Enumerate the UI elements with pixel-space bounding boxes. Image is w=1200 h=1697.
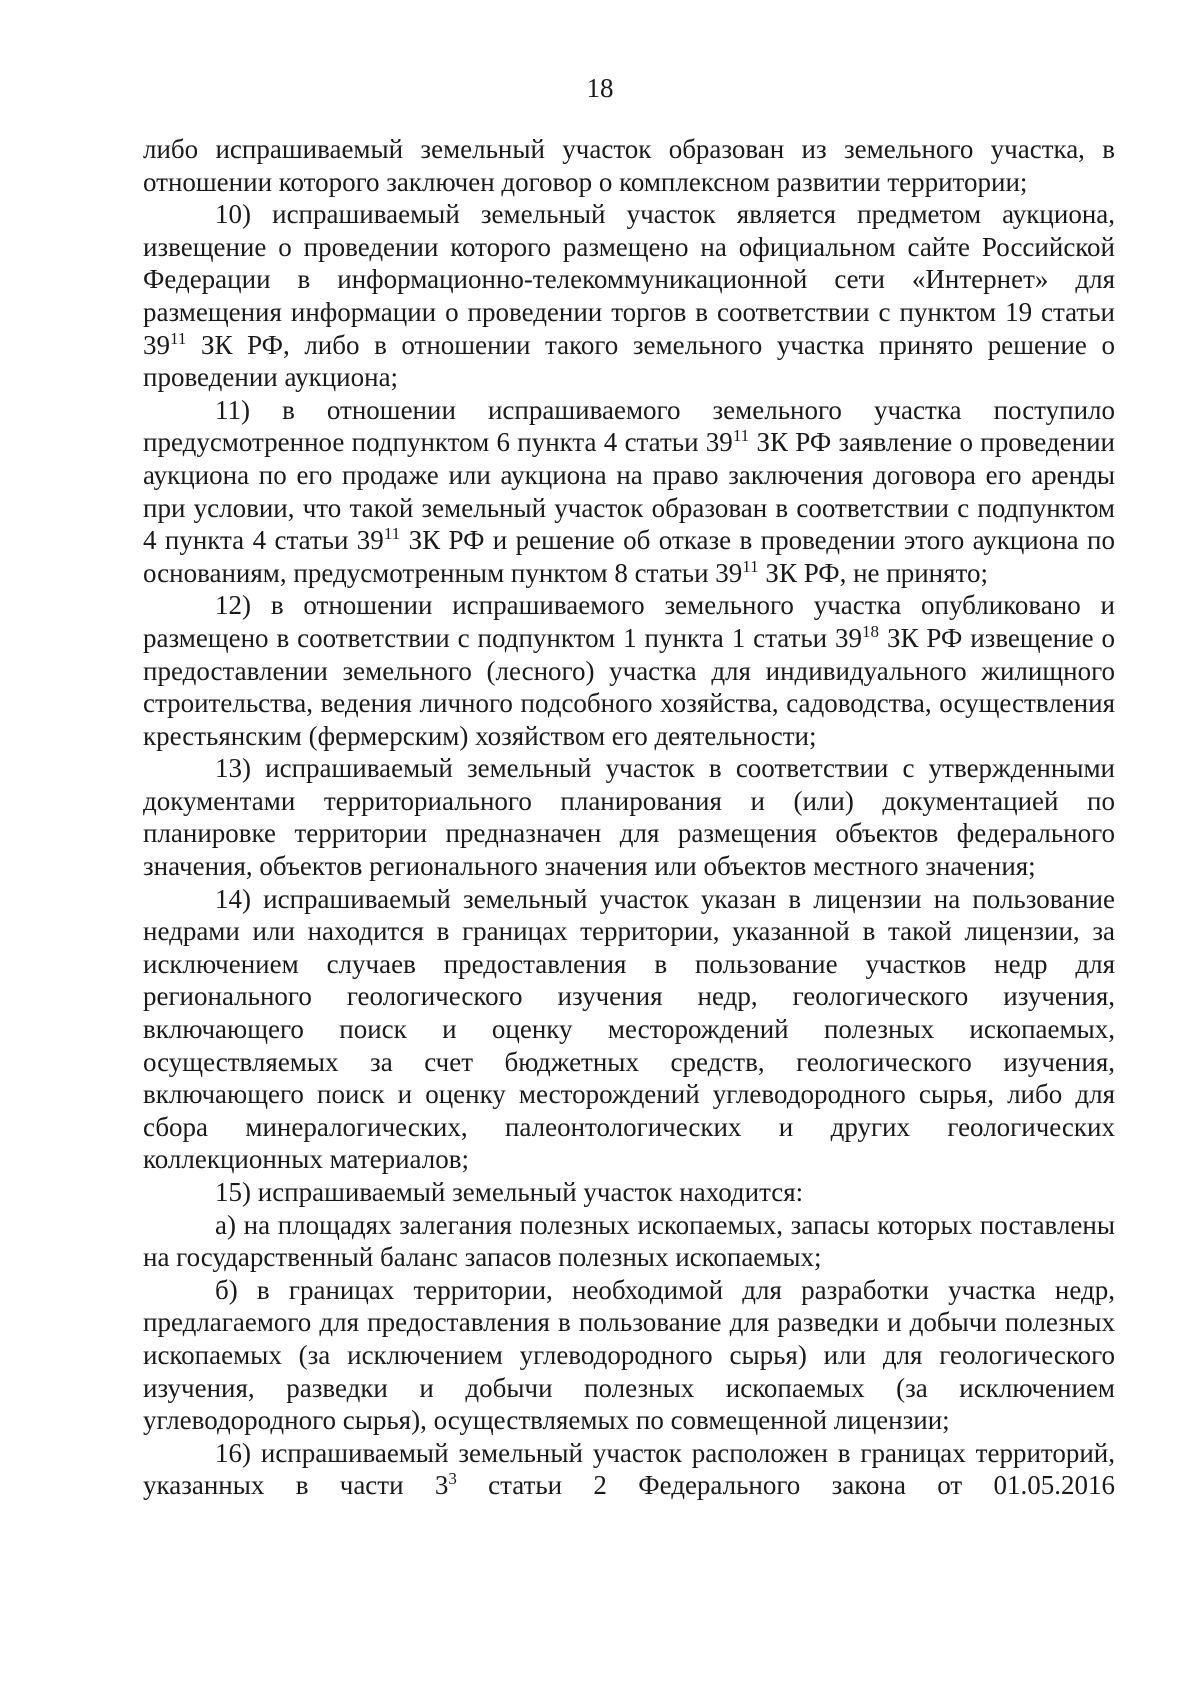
text-run: ЗК РФ, либо в отношении такого земельного участка принято решение о проведении аукциона; — [143, 329, 1115, 393]
text-run: 16) испрашиваемый земельный участок расположен в границах территорий, указанных в части 3 — [143, 1437, 1115, 1501]
paragraph-p5 — [143, 883, 1115, 1176]
text-run: ЗК РФ и решение об отказе в проведении этого аукциона по основаниям, предусмотренным пунктом 8 статьи 39 — [143, 525, 1115, 588]
paragraph-p1 — [143, 198, 1115, 394]
text-run: 12) в отношении испрашиваемого земельного участка опубликовано и размещено в соответствии с подпунктом 1 пункта 1 статьи 39 — [143, 590, 1115, 653]
paragraph-p9 — [143, 1437, 1115, 1502]
page-number: 18 — [586, 73, 614, 103]
text-run: б) в границах территории, необходимой для разработки участка недр, предлагаемого для предоставления в пользование для разведки и добычи полезных ископаемых (за исключением углеводородного сырья) или для геологического изучения, разведки и добычи полезных ископаемых (за исключением углеводородного сырья), осуществляемых по совмещенной лицензии; — [143, 1274, 1115, 1436]
text-run: 14) испрашиваемый земельный участок указан в лицензии на пользование недрами или находится в границах территории, указанной в такой лицензии, за исключением случаев предоставления в пользование участков недр для регионального геологического изучения недр, геологического изучения, включающего поиск и оценку месторождений полезных ископаемых, осуществляемых за счет бюджетных средств, геологического изучения, включающего поиск и оценку месторождений углеводородного сырья, либо для сбора минералогических, палеонтологических и других геологических коллекционных материалов; — [143, 883, 1115, 1175]
superscript: 3 — [448, 1469, 457, 1489]
superscript: 11 — [732, 426, 750, 446]
text-run: ЗК РФ, не принято; — [758, 557, 988, 588]
paragraph-p7 — [143, 1209, 1115, 1274]
text-run: а) на площадях залегания полезных ископаемых, запасы которых поставлены на государственный баланс запасов полезных ископаемых; — [143, 1209, 1115, 1273]
paragraph-p0 — [143, 133, 1115, 198]
text-run: ЗК РФ извещение о предоставлении земельного (лесного) участка для индивидуального жилищного строительства, ведения личного подсобного хозяйства, садоводства, осуществления крестьянским (фермерским) хозяйством его деятельности; — [143, 622, 1115, 751]
paragraph-p3 — [143, 589, 1115, 752]
text-run: статьи 2 Федерального закона от 01.05.2016 — [456, 1470, 1115, 1501]
text-run: 10) испрашиваемый земельный участок является предметом аукциона, извещение о проведении которого размещено на официальном сайте Российской Федерации в информационно-телекоммуникационной сети «Интернет» для размещения информации о проведении торгов в соответствии с пунктом 19 статьи 39 — [143, 199, 1115, 360]
superscript: 18 — [862, 621, 880, 641]
document-body — [143, 133, 1115, 1502]
text-run: либо испрашиваемый земельный участок образован из земельного участка, в отношении которого заключен договор о комплексном развитии территории; — [143, 134, 1115, 197]
paragraph-p8 — [143, 1274, 1115, 1437]
text-run: 15) испрашиваемый земельный участок находится: — [215, 1177, 804, 1207]
text-run: 11) в отношении испрашиваемого земельного участка поступило предусмотренное подпунктом 6 пункта 4 статьи 39 — [143, 394, 1115, 458]
text-run: 13) испрашиваемый земельный участок в соответствии с утвержденными документами территориального планирования и (или) документацией по планировке территории предназначен для размещения объектов федерального значения, объектов регионального значения или объектов местного значения; — [143, 753, 1115, 882]
paragraph-p2 — [143, 394, 1115, 590]
superscript: 11 — [383, 524, 401, 544]
superscript: 11 — [170, 328, 187, 348]
paragraph-p6 — [143, 1176, 1115, 1209]
paragraph-p4 — [143, 752, 1115, 882]
superscript: 11 — [742, 556, 759, 576]
text-run: ЗК РФ заявление о проведении аукциона по его продаже или аукциона на право заключения договора его аренды при условии, что такой земельный участок образован в соответствии с подпунктом 4 пункта 4 статьи 39 — [143, 427, 1116, 556]
